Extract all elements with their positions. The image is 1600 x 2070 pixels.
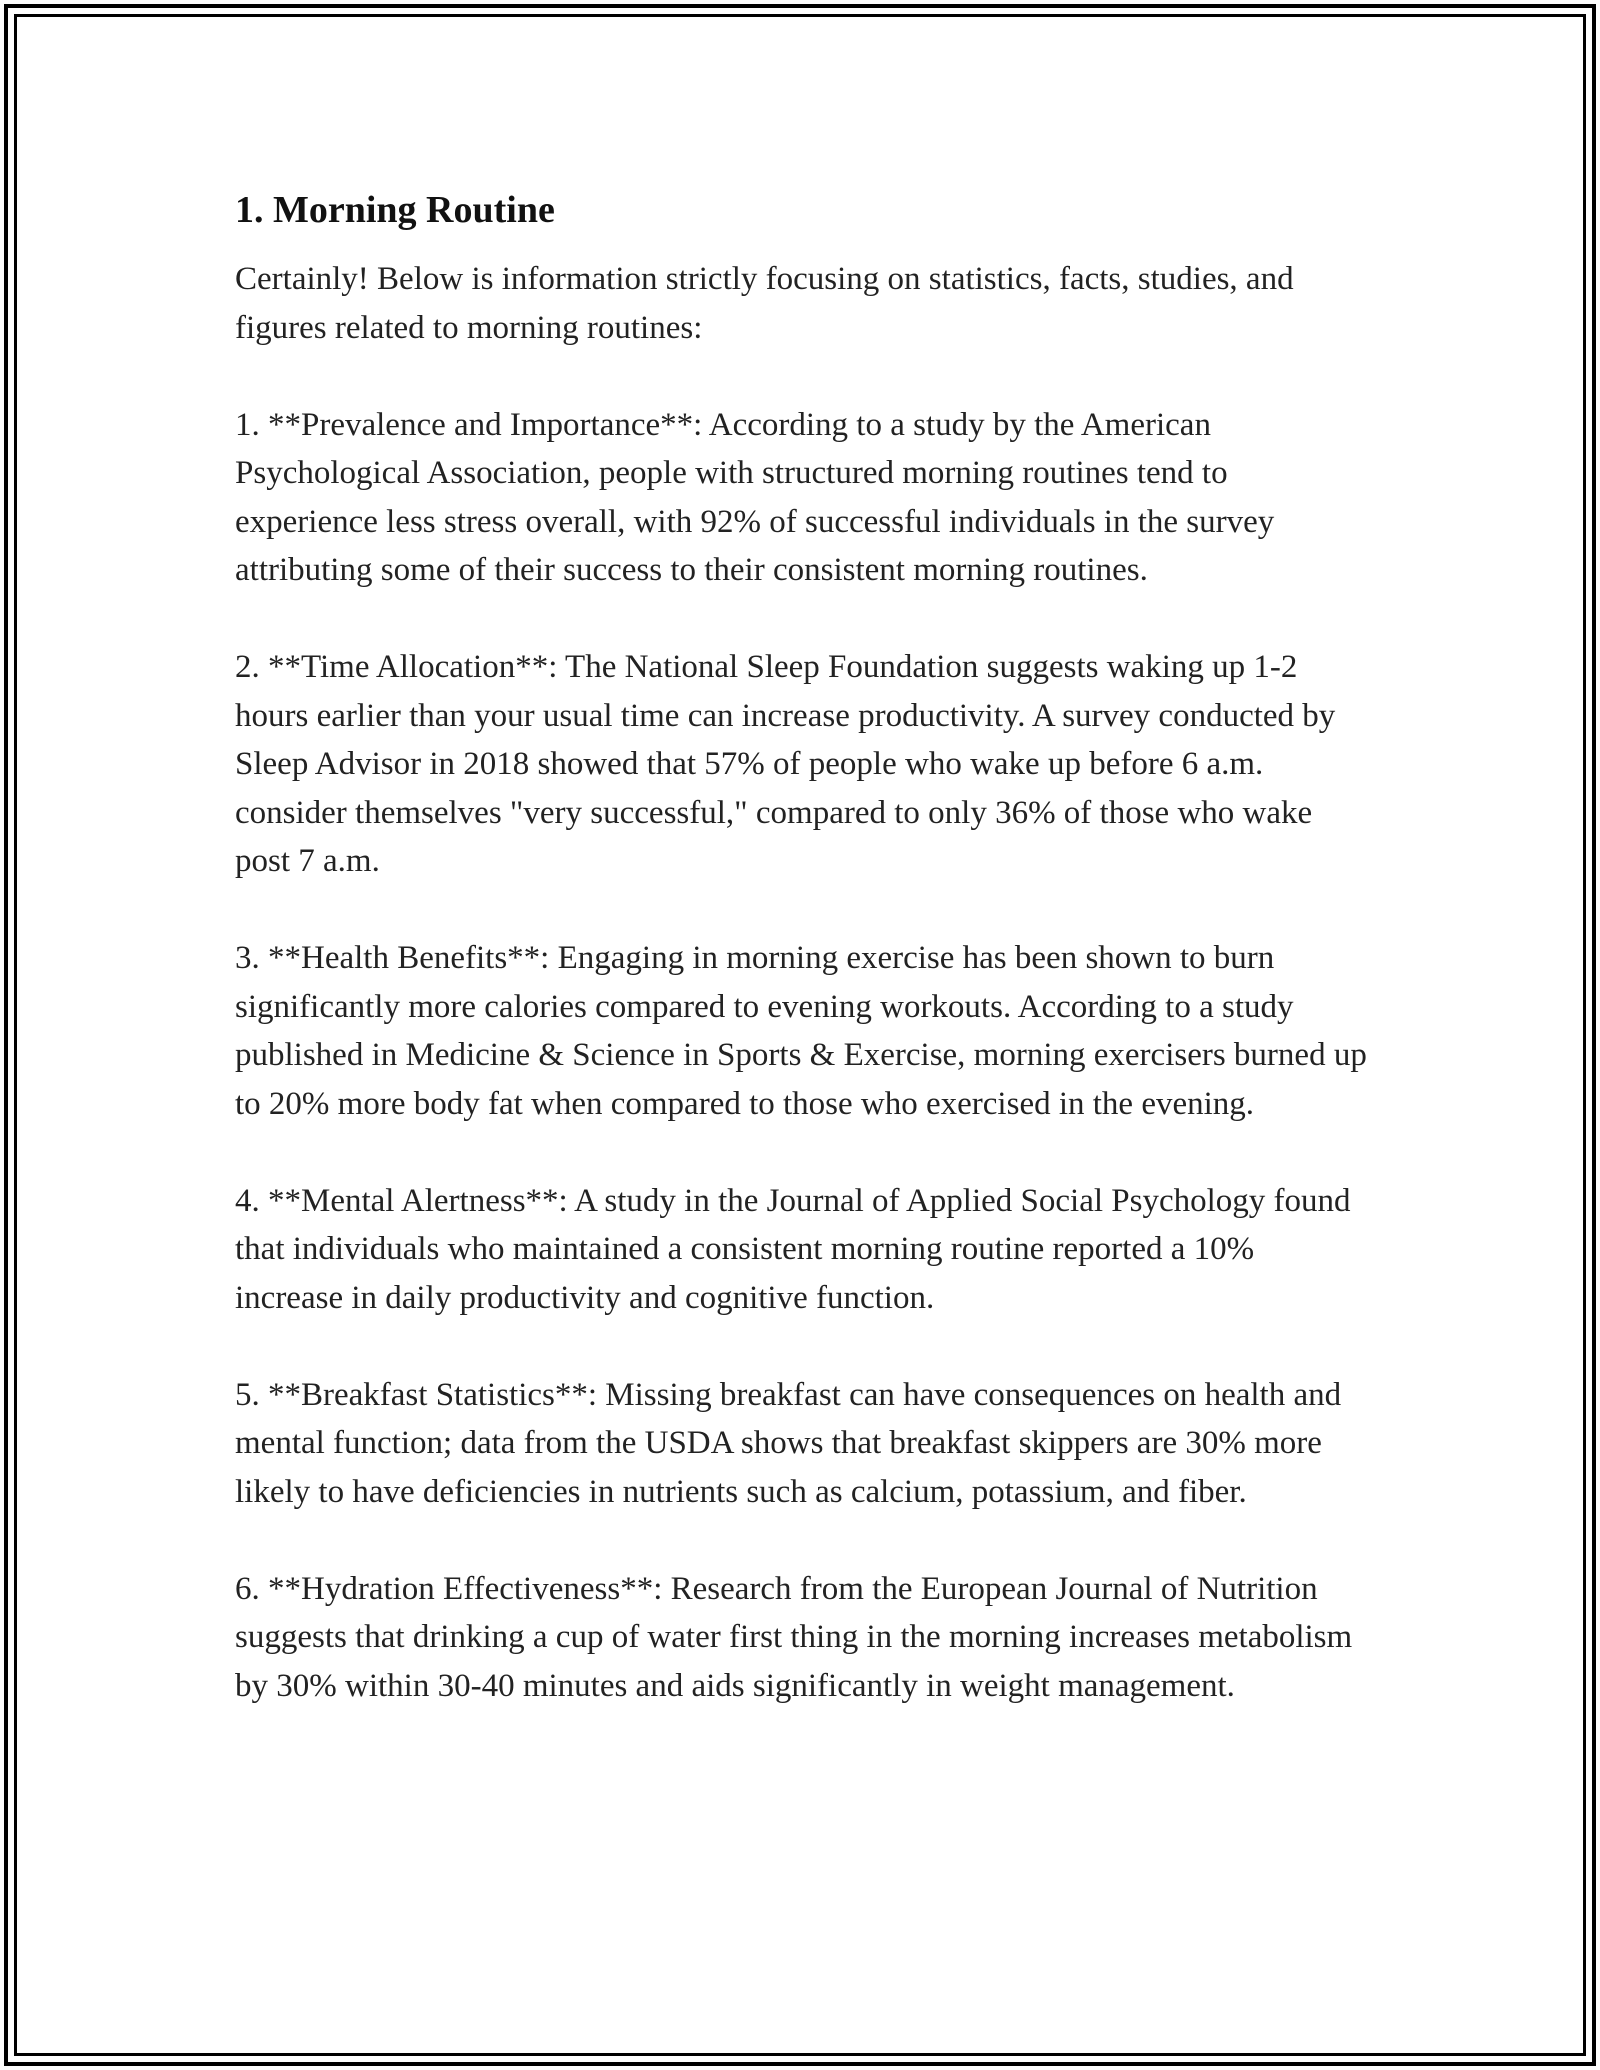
list-item-breakfast: 5. **Breakfast Statistics**: Missing breakfast can have consequences on health and mental function; data from the USDA shows that breakfast skippers are 30% more likely to have deficiencies in nutrients such as calcium, potassium, and fiber. [235, 1376, 1342, 1510]
document-body [235, 185, 1370, 1759]
document-title: 1. Morning Routine [235, 189, 555, 231]
list-item-time-allocation: 2. **Time Allocation**: The National Sleep Foundation suggests waking up 1-2 hours earlier than your usual time can increase productivity. A survey conducted by Sleep Advisor in 2018 showed that 57% of people who wake up before 6 a.m. consider themselves "very successful," compared to only 36% of those who wake post 7 a.m. [235, 649, 1336, 879]
list-item-mental-alertness: 4. **Mental Alertness**: A study in the Journal of Applied Social Psychology found that individuals who maintained a consistent morning routine reported a 10% increase in daily productivity and cognitive function. [235, 1182, 1351, 1316]
list-item-prevalence: 1. **Prevalence and Importance**: According to a study by the American Psychological Association, people with structured morning routines tend to experience less stress overall, with 92% of successful individuals in the survey attributing some of their success to their consistent morning routines. [235, 406, 1275, 588]
intro-paragraph: Certainly! Below is information strictly focusing on statistics, facts, studies, and figures related to morning routines: [235, 261, 1294, 346]
list-item-hydration: 6. **Hydration Effectiveness**: Research from the European Journal of Nutrition suggests that drinking a cup of water first thing in the morning increases metabolism by 30% within 30-40 minutes and aids significantly in weight management. [235, 1570, 1353, 1704]
list-item-health-benefits: 3. **Health Benefits**: Engaging in morning exercise has been shown to burn significantly more calories compared to evening workouts. According to a study published in Medicine & Science in Sports & Exercise, morning exercisers burned up to 20% more body fat when compared to those who exercised in the evening. [235, 940, 1367, 1122]
